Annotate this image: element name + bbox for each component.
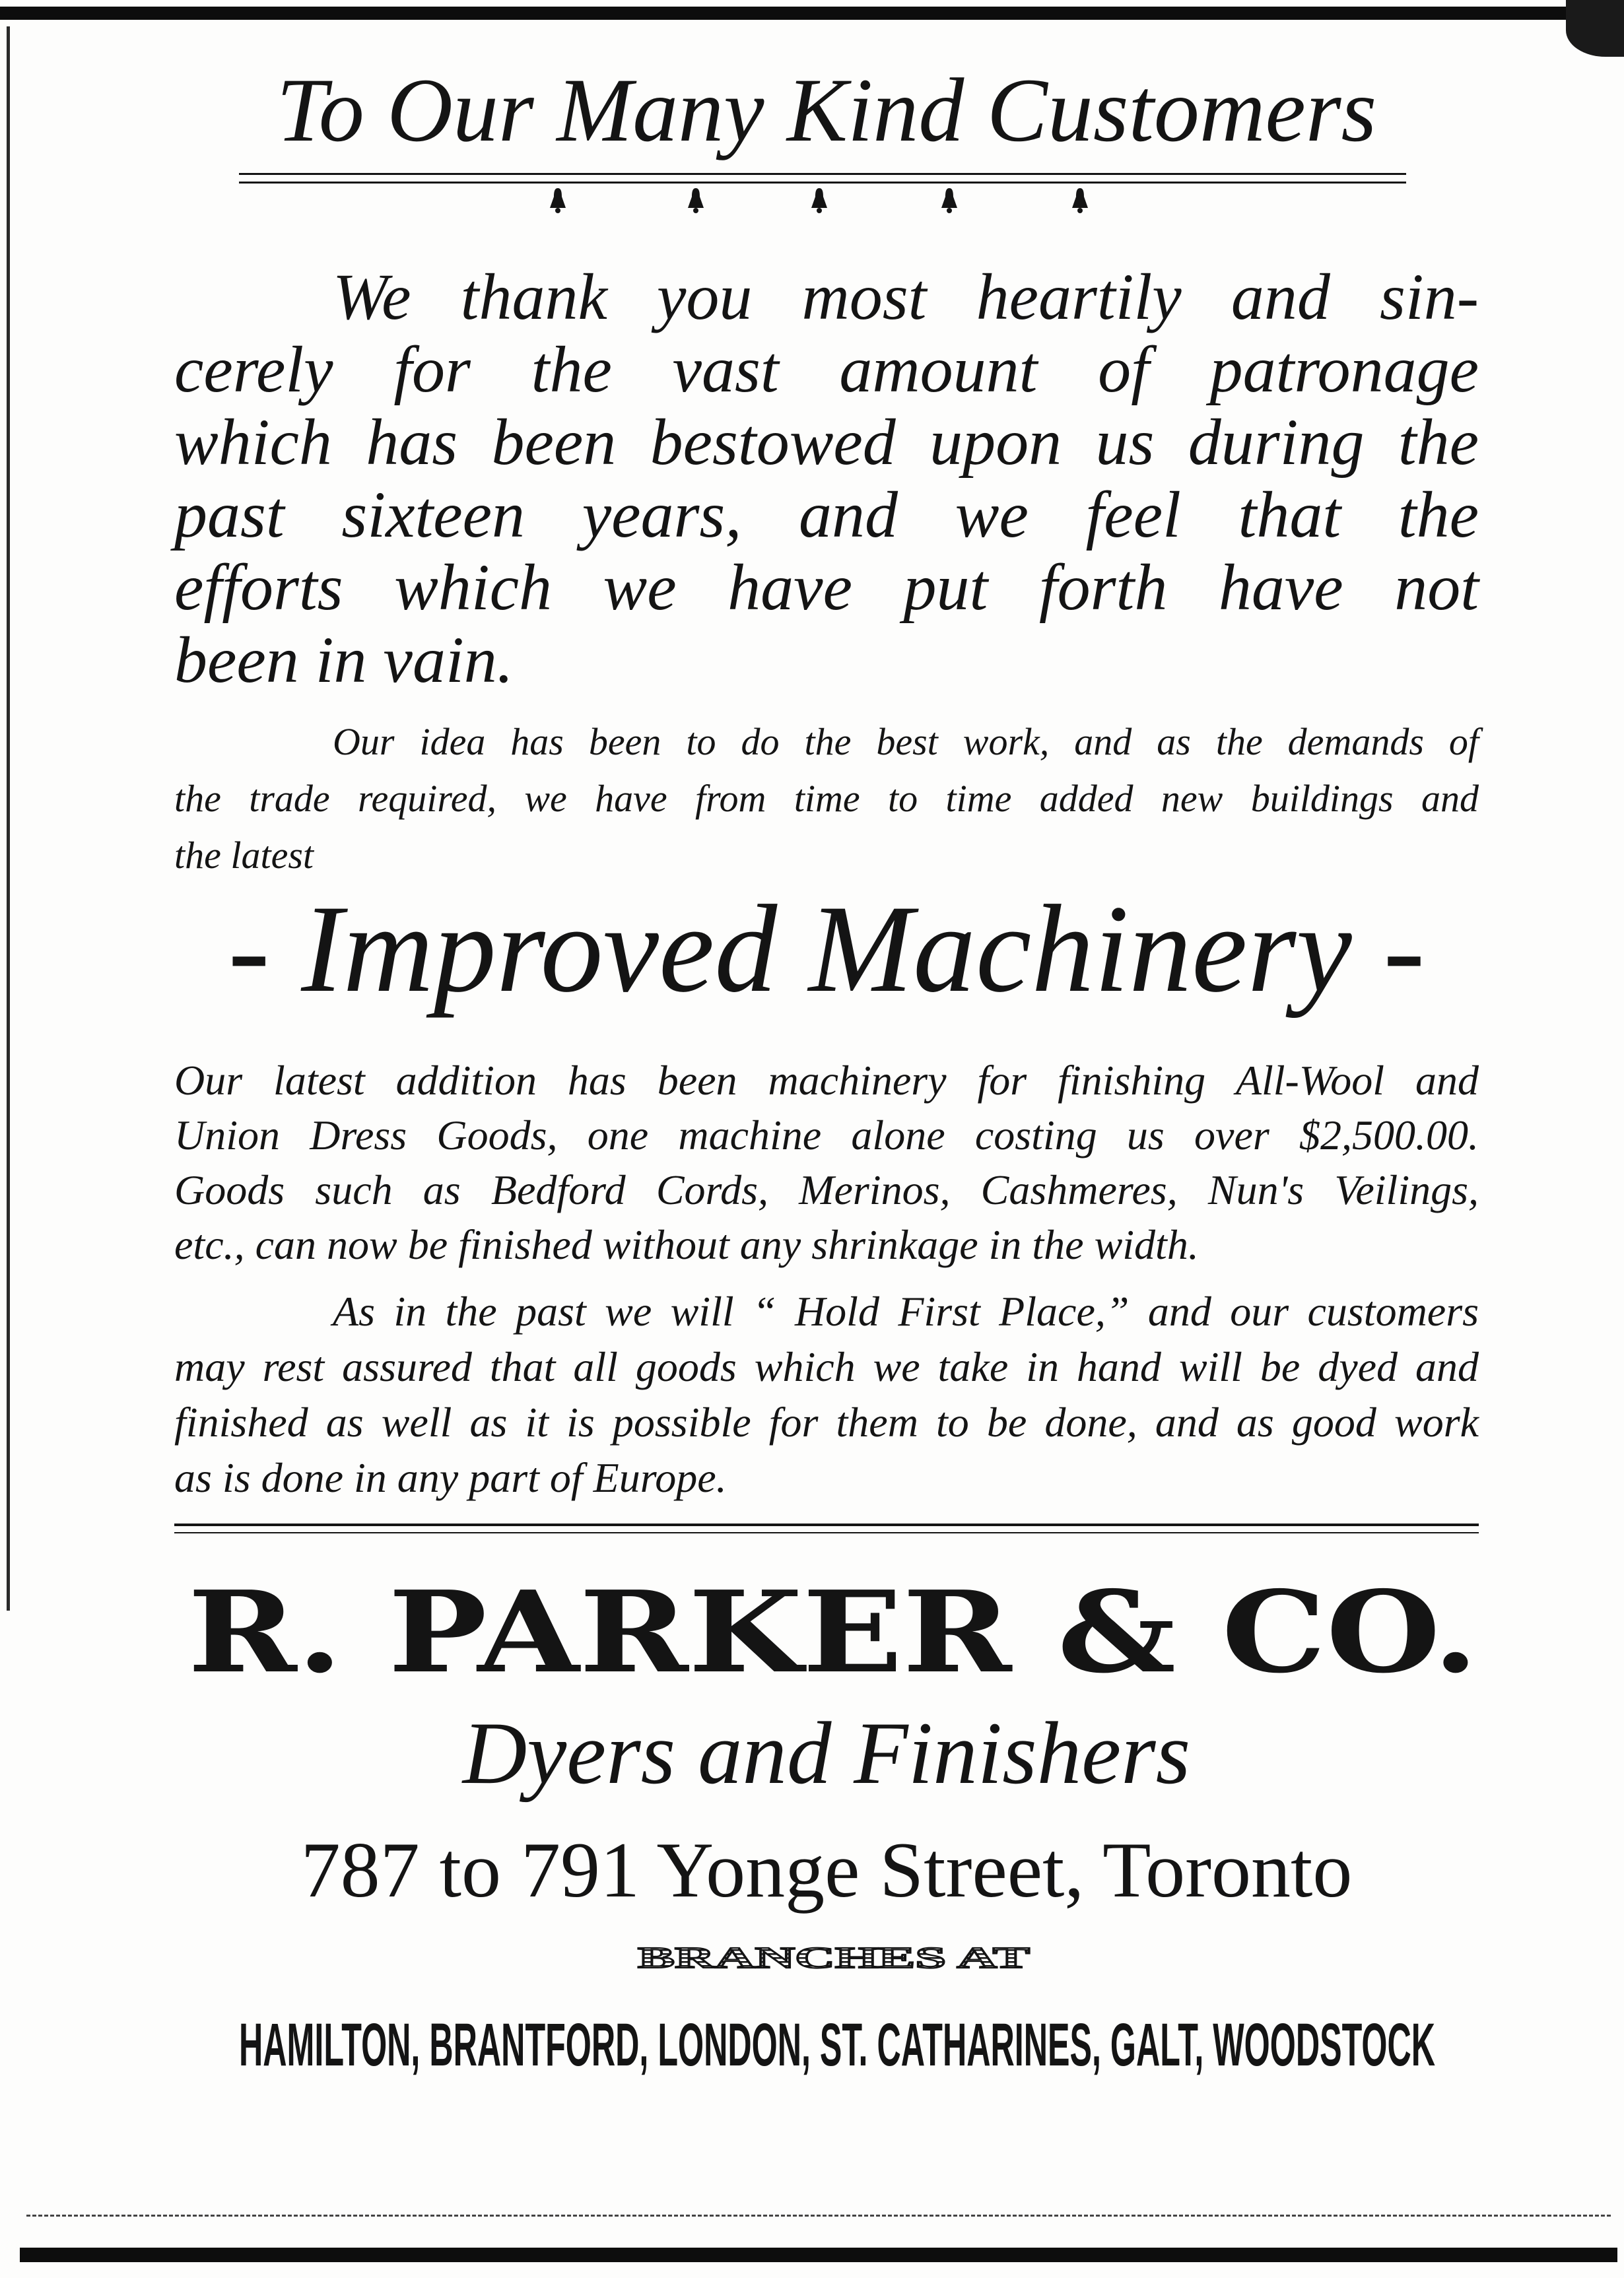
separator-rule-upper <box>174 1524 1479 1526</box>
firm-name-text: R. PARKER & CO. <box>187 1566 1479 1698</box>
details-line: as is done in any part of Europe. <box>174 1454 727 1501</box>
details-line: Goods such as Bedford Cords, Merinos, Cashmeres, Nun's Veilings, <box>174 1166 1479 1213</box>
details-line: Our latest addition has been machinery for finishing All-Wool and <box>174 1057 1479 1104</box>
note-line: Our idea has been to do the best work, and as the demands of <box>333 720 1479 763</box>
firm-tagline: Dyers and Finishers <box>462 1704 1191 1803</box>
bell-ornament-icon <box>685 186 707 214</box>
section-heading: - Improved Machinery - <box>228 880 1425 1019</box>
details-line: may rest assured that all goods which we take in hand will be dyed and <box>174 1343 1479 1390</box>
note-paragraph <box>174 714 1479 884</box>
bell-ornament-icon <box>938 186 961 214</box>
top-border-bar <box>0 7 1571 20</box>
bell-ornament-icon <box>808 186 830 214</box>
intro-paragraph <box>174 261 1479 696</box>
intro-line: which has been bestowed upon us during the <box>174 405 1479 479</box>
branches-list <box>0 2007 1624 2079</box>
intro-line: been in vain. <box>174 623 514 696</box>
details-line: Union Dress Goods, one machine alone costing us over $2,500.00. <box>174 1112 1479 1158</box>
intro-line: We thank you most heartily and sin- <box>333 260 1479 333</box>
details-line: etc., can now be finished without any shrinkage in the width. <box>174 1221 1199 1268</box>
bottom-dashed-rule <box>26 2215 1611 2217</box>
intro-line: cerely for the vast amount of patronage <box>174 333 1479 406</box>
firm-address: 787 to 791 Yonge Street, Toronto <box>300 1826 1353 1914</box>
details-line: finished as well as it is possible for them to be done, and as good work <box>174 1399 1479 1446</box>
page-title: To Our Many Kind Customers <box>276 59 1377 160</box>
corner-scan-mark <box>1566 0 1624 57</box>
left-scan-edge <box>7 26 10 1611</box>
details-paragraph <box>174 1053 1479 1272</box>
note-line: the trade required, we have from time to time added new buildings and <box>174 777 1479 820</box>
branches-list-text: HAMILTON, BRANTFORD, LONDON, ST. CATHARINES, GALT, WOODSTOCK <box>239 2011 1435 2079</box>
details-paragraph <box>174 1284 1479 1506</box>
intro-line: past sixteen years, and we feel that the <box>174 478 1479 551</box>
branches-label <box>0 1937 1624 1980</box>
note-line: the latest <box>174 834 314 877</box>
bell-ornament-icon <box>1069 186 1091 214</box>
title-rule-upper <box>239 173 1406 175</box>
bottom-border-bar <box>20 2248 1617 2262</box>
separator-rule-lower <box>174 1532 1479 1533</box>
title-rule-lower <box>239 182 1406 184</box>
branches-label-text: BRANCHES AT <box>638 1941 1030 1974</box>
firm-name <box>0 1548 1624 1713</box>
intro-line: efforts which we have put forth have not <box>174 551 1479 624</box>
bell-ornament-icon <box>547 186 569 214</box>
details-line: As in the past we will “ Hold First Place,” and our customers <box>333 1288 1479 1335</box>
